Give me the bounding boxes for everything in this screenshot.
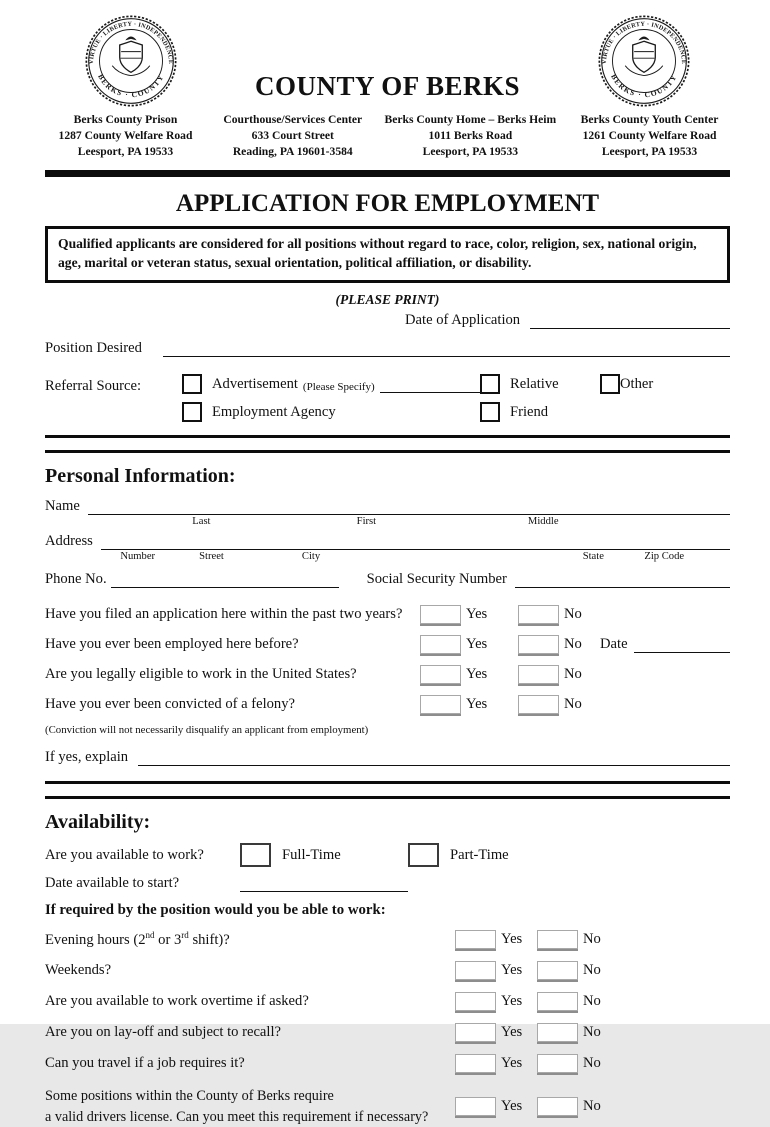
header-divider bbox=[45, 170, 730, 177]
question-text: Have you ever been convicted of a felony? bbox=[45, 695, 296, 712]
license-no-box[interactable] bbox=[537, 1097, 578, 1116]
friend-checkbox[interactable] bbox=[480, 402, 500, 422]
explain-field[interactable] bbox=[138, 749, 730, 766]
page-title: COUNTY OF BERKS bbox=[254, 71, 521, 101]
phone-label: Phone No. bbox=[45, 571, 107, 588]
seal-county-text: BERKS · COUNTY bbox=[609, 72, 680, 100]
no-label: No bbox=[564, 605, 582, 622]
question-text: Can you travel if a job requires it? bbox=[45, 1055, 245, 1072]
address-courthouse: Courthouse/Services Center 633 Court Street Reading, PA 19601-3584 bbox=[223, 113, 363, 159]
evening-no-box[interactable] bbox=[537, 930, 578, 949]
yes-label: Yes bbox=[501, 931, 523, 948]
address-prison: Berks County Prison 1287 County Welfare Road Leesport, PA 19533 bbox=[58, 113, 193, 159]
no-label: No bbox=[583, 993, 601, 1010]
eligible-no-box[interactable] bbox=[518, 665, 559, 684]
question-row-eligible bbox=[45, 663, 730, 685]
name-sublabels: Last First Middle bbox=[192, 516, 559, 528]
name-label: Name bbox=[45, 498, 80, 515]
yes-label: Yes bbox=[501, 1055, 523, 1072]
eligible-yes-box[interactable] bbox=[420, 665, 461, 684]
form-title: APPLICATION FOR EMPLOYMENT bbox=[175, 189, 600, 217]
explain-label: If yes, explain bbox=[45, 749, 129, 766]
overtime-no-box[interactable] bbox=[537, 992, 578, 1011]
seal-eagle-icon bbox=[639, 37, 650, 41]
section-divider bbox=[45, 435, 730, 453]
yes-label: Yes bbox=[466, 695, 488, 712]
seal-wreath-icon bbox=[626, 66, 664, 76]
evening-yes-box[interactable] bbox=[455, 930, 496, 949]
position-desired-field[interactable] bbox=[163, 340, 730, 357]
question-text: Are you available to work overtime if asked? bbox=[45, 993, 309, 1010]
referral-source-section bbox=[45, 374, 730, 422]
question-row-travel bbox=[45, 1053, 730, 1074]
no-label: No bbox=[583, 962, 601, 979]
date-of-application-field[interactable] bbox=[530, 312, 730, 329]
phone-field[interactable] bbox=[111, 571, 339, 588]
address-sublabels: Number Street City State Zip Code bbox=[120, 551, 685, 563]
seal-eagle-icon bbox=[125, 37, 136, 41]
header bbox=[45, 14, 730, 108]
name-field[interactable] bbox=[88, 498, 730, 515]
full-time-label: Full-Time bbox=[282, 846, 341, 863]
if-required-heading: If required by the position would you be able to work: bbox=[45, 902, 386, 919]
question-row-evening-hours bbox=[45, 929, 730, 950]
question-row-drivers-license bbox=[45, 1086, 730, 1127]
address-youth-center: Berks County Youth Center 1261 County Welfare Road Leesport, PA 19533 bbox=[580, 113, 719, 159]
weekends-yes-box[interactable] bbox=[455, 961, 496, 980]
yes-label: Yes bbox=[501, 962, 523, 979]
layoff-no-box[interactable] bbox=[537, 1023, 578, 1042]
part-time-label: Part-Time bbox=[450, 846, 509, 863]
no-label: No bbox=[564, 635, 582, 652]
referral-source-label: Referral Source: bbox=[45, 378, 142, 395]
county-seal-left-icon bbox=[83, 14, 179, 108]
weekends-no-box[interactable] bbox=[537, 961, 578, 980]
felony-no-box[interactable] bbox=[518, 695, 559, 714]
position-desired-label: Position Desired bbox=[45, 340, 142, 357]
friend-label: Friend bbox=[510, 403, 549, 420]
please-print-note: (PLEASE PRINT) bbox=[335, 292, 440, 308]
yes-label: Yes bbox=[501, 1024, 523, 1041]
advertisement-label: Advertisement bbox=[212, 375, 298, 392]
ssn-label: Social Security Number bbox=[366, 571, 507, 588]
employed-date-label: Date bbox=[600, 635, 628, 652]
yes-label: Yes bbox=[466, 605, 488, 622]
date-of-application-label: Date of Application bbox=[405, 312, 521, 329]
question-row-employed-before bbox=[45, 633, 730, 655]
no-label: No bbox=[583, 931, 601, 948]
employed-date-field[interactable] bbox=[634, 636, 730, 653]
question-row-weekends bbox=[45, 960, 730, 981]
question-text: Evening hours (2nd or 3rd shift)? bbox=[45, 930, 230, 948]
ssn-field[interactable] bbox=[515, 571, 730, 588]
available-to-work-label: Are you available to work? bbox=[45, 846, 204, 863]
no-label: No bbox=[583, 1024, 601, 1041]
section-divider bbox=[45, 781, 730, 799]
available-to-work-row bbox=[45, 843, 730, 867]
question-row-layoff bbox=[45, 1022, 730, 1043]
question-text: Some positions within the County of Berks require a valid drivers license. Can you meet this requirement if necessary? bbox=[45, 1088, 429, 1125]
seal-motto-text: VIRTUE · LIBERTY · INDEPENDENCE bbox=[601, 20, 688, 65]
other-label: Other bbox=[620, 375, 654, 392]
overtime-yes-box[interactable] bbox=[455, 992, 496, 1011]
start-date-label: Date available to start? bbox=[45, 875, 180, 892]
question-text: Weekends? bbox=[45, 962, 112, 979]
relative-checkbox[interactable] bbox=[480, 374, 500, 394]
advertisement-specify-field[interactable] bbox=[380, 376, 480, 393]
travel-yes-box[interactable] bbox=[455, 1054, 496, 1073]
conviction-note: (Conviction will not necessarily disqualify an applicant from employment) bbox=[45, 724, 369, 737]
question-text: Are you legally eligible to work in the United States? bbox=[45, 665, 357, 682]
employment-agency-checkbox[interactable] bbox=[182, 402, 202, 422]
eeo-statement: Qualified applicants are considered for all positions without regard to race, color, religion, sex, national origin, age, marital or veteran status, sexual orientation, political affiliation, or disability. bbox=[45, 226, 730, 283]
yes-label: Yes bbox=[466, 665, 488, 682]
seal-motto-text: VIRTUE · LIBERTY · INDEPENDENCE bbox=[87, 20, 174, 65]
address-berks-heim: Berks County Home – Berks Heim 1011 Berks Road Leesport, PA 19533 bbox=[384, 113, 557, 159]
no-label: No bbox=[583, 1098, 601, 1115]
seal-shield-icon bbox=[119, 41, 142, 72]
no-label: No bbox=[564, 695, 582, 712]
layoff-yes-box[interactable] bbox=[455, 1023, 496, 1042]
question-row-overtime bbox=[45, 991, 730, 1012]
advertisement-checkbox[interactable] bbox=[182, 374, 202, 394]
employed-before-no-box[interactable] bbox=[518, 635, 559, 654]
availability-heading: Availability: bbox=[45, 811, 151, 834]
question-row-filed-application bbox=[45, 603, 730, 625]
employed-before-yes-box[interactable] bbox=[420, 635, 461, 654]
county-seal-right-icon bbox=[596, 14, 692, 108]
yes-label: Yes bbox=[501, 1098, 523, 1115]
address-field[interactable] bbox=[101, 533, 730, 550]
part-time-checkbox[interactable] bbox=[408, 843, 439, 867]
employment-agency-label: Employment Agency bbox=[212, 403, 336, 420]
question-text: Are you on lay-off and subject to recall? bbox=[45, 1024, 281, 1041]
other-checkbox[interactable] bbox=[600, 374, 620, 394]
felony-yes-box[interactable] bbox=[420, 695, 461, 714]
start-date-field[interactable] bbox=[240, 875, 408, 892]
question-row-felony bbox=[45, 693, 730, 715]
no-label: No bbox=[583, 1055, 601, 1072]
travel-no-box[interactable] bbox=[537, 1054, 578, 1073]
address-label: Address bbox=[45, 533, 93, 550]
relative-label: Relative bbox=[510, 375, 559, 392]
yes-label: Yes bbox=[466, 635, 488, 652]
personal-information-heading: Personal Information: bbox=[45, 465, 236, 488]
question-text: Have you filed an application here within the past two years? bbox=[45, 605, 403, 622]
location-addresses bbox=[45, 112, 730, 161]
yes-label: Yes bbox=[501, 993, 523, 1010]
no-label: No bbox=[564, 665, 582, 682]
question-text: Have you ever been employed here before? bbox=[45, 635, 299, 652]
filed-application-yes-box[interactable] bbox=[420, 605, 461, 624]
full-time-checkbox[interactable] bbox=[240, 843, 271, 867]
license-yes-box[interactable] bbox=[455, 1097, 496, 1116]
seal-wreath-icon bbox=[112, 66, 150, 76]
filed-application-no-box[interactable] bbox=[518, 605, 559, 624]
seal-shield-icon bbox=[633, 41, 656, 72]
please-specify-label: (Please Specify) bbox=[302, 380, 375, 393]
seal-county-text: BERKS · COUNTY bbox=[95, 72, 166, 100]
